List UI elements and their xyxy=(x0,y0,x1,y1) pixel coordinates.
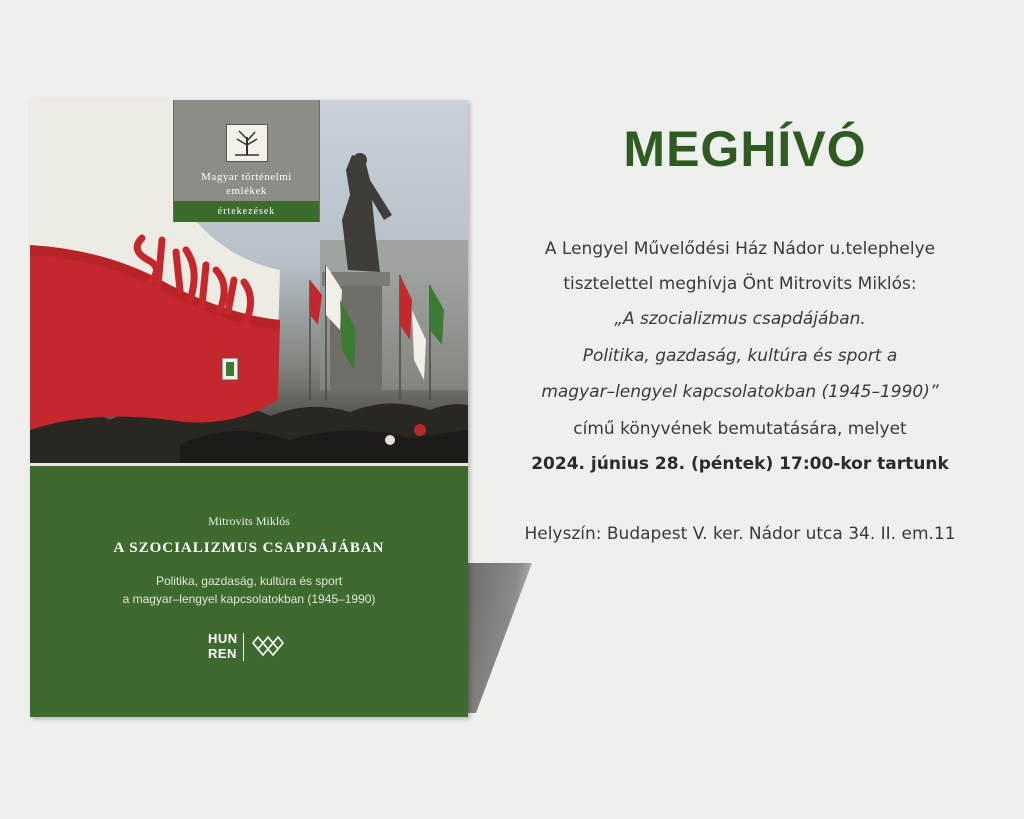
publisher-mark-icon xyxy=(249,633,285,666)
series-box xyxy=(173,100,320,222)
invitation-line3: című könyvének bemutatására, melyet xyxy=(573,419,907,439)
book-cover xyxy=(30,100,468,717)
series-name-line2: emlékek xyxy=(226,185,267,197)
invitation-book-title3: magyar–lengyel kapcsolatokban (1945–1990)” xyxy=(541,382,939,402)
series-subtitle: értekezések xyxy=(174,201,319,222)
book-subtitle-line1: Politika, gazdaság, kultúra és sport xyxy=(155,574,343,588)
book-subtitle-line2: a magyar–lengyel kapcsolatokban (1945–1990) xyxy=(122,592,376,606)
invitation-heading: MEGHÍVÓ xyxy=(623,121,867,177)
invitation-line2: tisztelettel meghívja Önt Mitrovits Miklós: xyxy=(563,274,917,294)
publisher-logo-divider xyxy=(243,633,244,661)
invitation-datetime: 2024. június 28. (péntek) 17:00-kor tartunk xyxy=(531,454,949,474)
series-name xyxy=(174,170,319,198)
invitation-book-title1: „A szocializmus csapdájában. xyxy=(614,309,866,329)
tree-icon xyxy=(226,124,268,162)
invitation-line1: A Lengyel Művelődési Ház Nádor u.telephelye xyxy=(544,239,936,259)
book-author: Mitrovits Miklós xyxy=(208,514,290,528)
invitation-book-title2: Politika, gazdaság, kultúra és sport a xyxy=(582,346,898,366)
invitation-venue: Helyszín: Budapest V. ker. Nádor utca 34. II. em.11 xyxy=(524,524,956,544)
book-title: A SZOCIALIZMUS CSAPDÁJÁBAN xyxy=(113,540,385,556)
publisher-line2: REN xyxy=(208,646,237,661)
publisher-logo-text xyxy=(208,631,242,661)
cover-photo xyxy=(30,100,468,463)
series-name-line1: Magyar történelmi xyxy=(201,171,292,183)
book-shadow xyxy=(462,563,532,713)
publisher-line1: HUN xyxy=(208,631,238,646)
